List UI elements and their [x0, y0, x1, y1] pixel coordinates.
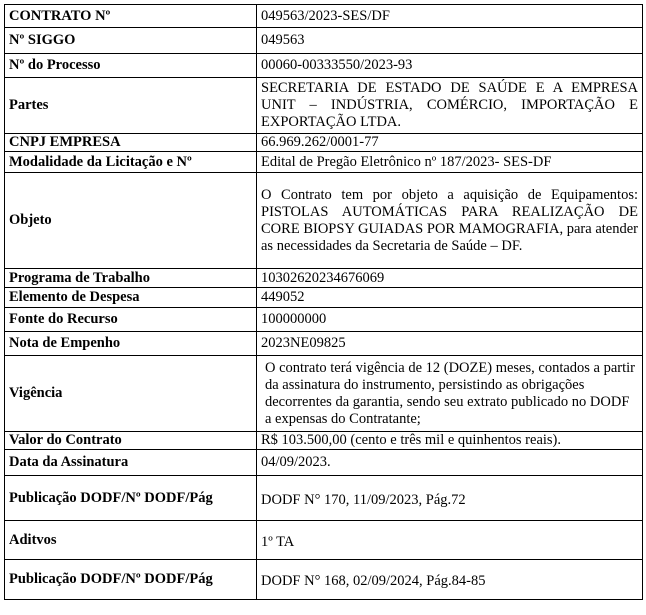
contract-table: [4, 4, 643, 600]
row-partes: [5, 78, 643, 134]
label-cnpj: CNPJ EMPRESA: [5, 134, 257, 152]
value-assinatura: 04/09/2023.: [257, 450, 643, 476]
label-assinatura: Data da Assinatura: [5, 450, 257, 476]
value-modalidade: Edital de Pregão Eletrônico nº 187/2023- SES-DF: [257, 152, 643, 173]
row-aditivos: [5, 521, 643, 560]
row-contrato: [5, 5, 643, 28]
label-processo: Nº do Processo: [5, 54, 257, 78]
row-empenho: [5, 332, 643, 356]
value-contrato: 049563/2023-SES/DF: [257, 5, 643, 28]
value-publicacao-1: DODF N° 170, 11/09/2023, Pág.72: [257, 476, 643, 521]
label-fonte: Fonte do Recurso: [5, 308, 257, 332]
value-fonte: 100000000: [257, 308, 643, 332]
label-objeto: Objeto: [5, 173, 257, 269]
value-cnpj: 66.969.262/0001-77: [257, 134, 643, 152]
label-publicacao-1: Publicação DODF/Nº DODF/Pág: [5, 476, 257, 521]
label-publicacao-2: Publicação DODF/Nº DODF/Pág: [5, 560, 257, 600]
label-empenho: Nota de Empenho: [5, 332, 257, 356]
label-vigencia: Vigência: [5, 356, 257, 432]
value-aditivos: 1º TA: [257, 521, 643, 560]
row-processo: [5, 54, 643, 78]
label-contrato: CONTRATO Nº: [5, 5, 257, 28]
row-objeto: [5, 173, 643, 269]
row-vigencia: [5, 356, 643, 432]
row-siggo: [5, 28, 643, 54]
label-programa: Programa de Trabalho: [5, 269, 257, 288]
row-assinatura: [5, 450, 643, 476]
label-siggo: Nº SIGGO: [5, 28, 257, 54]
label-modalidade: Modalidade da Licitação e Nº: [5, 152, 257, 173]
value-publicacao-2: DODF N° 168, 02/09/2024, Pág.84-85: [257, 560, 643, 600]
label-aditivos: Aditvos: [5, 521, 257, 560]
value-vigencia: O contrato terá vigência de 12 (DOZE) meses, contados a partir da assinatura do instrumento, persistindo as obrigações decorrentes da garantia, sendo seu extrato publicado no DODF a expensas do Contratante;: [257, 356, 643, 432]
label-valor: Valor do Contrato: [5, 432, 257, 450]
value-elemento: 449052: [257, 288, 643, 308]
value-programa: 10302620234676069: [257, 269, 643, 288]
row-publicacao-1: [5, 476, 643, 521]
value-processo: 00060-00333550/2023-93: [257, 54, 643, 78]
row-modalidade: [5, 152, 643, 173]
row-publicacao-2: [5, 560, 643, 600]
label-partes: Partes: [5, 78, 257, 134]
row-elemento: [5, 288, 643, 308]
value-siggo: 049563: [257, 28, 643, 54]
value-valor: R$ 103.500,00 (cento e três mil e quinhentos reais).: [257, 432, 643, 450]
row-cnpj: [5, 134, 643, 152]
row-programa: [5, 269, 643, 288]
row-valor: [5, 432, 643, 450]
value-empenho: 2023NE09825: [257, 332, 643, 356]
value-objeto: O Contrato tem por objeto a aquisição de Equipamentos: PISTOLAS AUTOMÁTICAS PARA REALIZAÇÃO DE CORE BIOPSY GUIADAS POR MAMOGRAFIA, para atender as necessidades da Secretaria de Saúde – DF.: [257, 173, 643, 269]
row-fonte: [5, 308, 643, 332]
label-elemento: Elemento de Despesa: [5, 288, 257, 308]
value-partes: SECRETARIA DE ESTADO DE SAÚDE E A EMPRESA UNIT – INDÚSTRIA, COMÉRCIO, IMPORTAÇÃO E EXPORTAÇÃO LTDA.: [257, 78, 643, 134]
